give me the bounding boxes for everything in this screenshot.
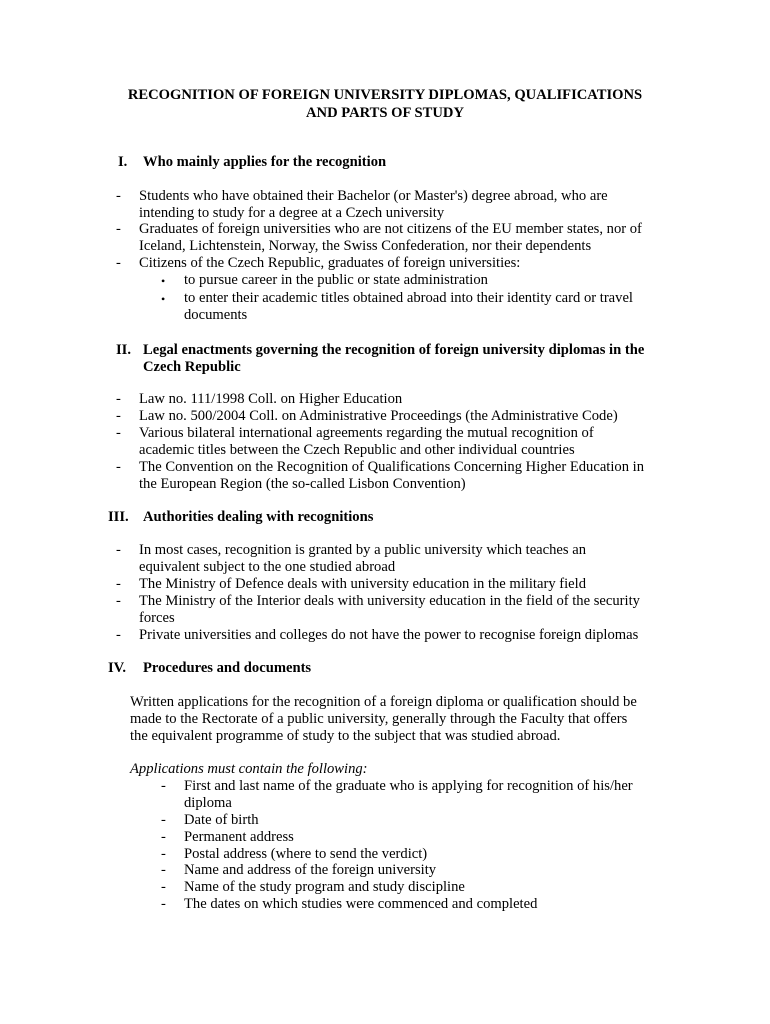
dash-marker: - [161, 862, 166, 878]
dash-marker: - [116, 627, 121, 643]
section-1-heading [118, 154, 718, 171]
s2-item2: Law no. 500/2004 Coll. on Administrative Proceedings (the Administrative Code) [139, 408, 618, 424]
dash-marker: - [116, 188, 121, 204]
section-2-title-line2: Czech Republic [143, 359, 241, 375]
s4-req5: Name and address of the foreign university [184, 862, 437, 878]
title-line-2: AND PARTS OF STUDY [305, 105, 464, 121]
s2-item3-line1: Various bilateral international agreements regarding the mutual recognition of [139, 425, 594, 441]
section-3-heading [108, 509, 708, 526]
s4-req4: Postal address (where to send the verdict) [184, 846, 428, 862]
dash-marker: - [161, 896, 166, 912]
dash-marker: - [116, 221, 121, 237]
s1-item1-line2: intending to study for a degree at a Czech university [139, 205, 445, 221]
s1-sub2-line2: documents [184, 307, 248, 323]
s1-item3: Citizens of the Czech Republic, graduates of foreign universities: [139, 255, 521, 271]
s2-item4-line1: The Convention on the Recognition of Qualifications Concerning Higher Education in [139, 459, 644, 475]
s1-item2-line1: Graduates of foreign universities who are not citizens of the EU member states, nor of [139, 221, 642, 237]
s4-para-line1: Written applications for the recognition of a foreign diploma or qualification should be [130, 694, 637, 710]
s3-item1-line2: equivalent subject to the one studied abroad [139, 559, 396, 575]
dash-marker: - [161, 879, 166, 895]
s3-item4: Private universities and colleges do not have the power to recognise foreign diplomas [139, 627, 639, 643]
dash-marker: - [116, 255, 121, 271]
s4-applications-label: Applications must contain the following: [130, 761, 368, 777]
dash-marker: - [116, 425, 121, 441]
section-2-number: II. [116, 342, 132, 358]
title-line-1: RECOGNITION OF FOREIGN UNIVERSITY DIPLOMAS, QUALIFICATIONS [127, 87, 643, 103]
dash-marker: - [161, 846, 166, 862]
bullet-marker: • [161, 292, 166, 306]
s2-item4-line2: the European Region (the so-called Lisbon Convention) [139, 476, 466, 492]
s4-req1-line2: diploma [184, 795, 232, 811]
section-3-number: III. [108, 509, 129, 525]
s3-item3-line1: The Ministry of the Interior deals with university education in the field of the security [139, 593, 640, 609]
s4-req2: Date of birth [184, 812, 259, 828]
dash-marker: - [116, 391, 121, 407]
section-1-title: Who mainly applies for the recognition [143, 154, 387, 170]
s3-item3-line2: forces [139, 610, 175, 626]
dash-marker: - [116, 459, 121, 475]
s2-item3-line2: academic titles between the Czech Republic and other individual countries [139, 442, 575, 458]
bullet-marker: • [161, 274, 166, 288]
dash-marker: - [116, 542, 121, 558]
dash-marker: - [116, 408, 121, 424]
section-2-title-line1: Legal enactments governing the recognition of foreign university diplomas in the [143, 342, 645, 358]
dash-marker: - [116, 593, 121, 609]
dash-marker: - [116, 576, 121, 592]
s3-item2: The Ministry of Defence deals with university education in the military field [139, 576, 587, 592]
section-4-number: IV. [108, 660, 126, 676]
dash-marker: - [161, 778, 166, 794]
s4-para-line3: the equivalent programme of study to the subject that was studied abroad. [130, 728, 561, 744]
s1-sub1: to pursue career in the public or state administration [184, 272, 488, 288]
section-4-title: Procedures and documents [143, 660, 312, 676]
section-4-heading [108, 660, 708, 677]
section-1-number: I. [118, 154, 128, 170]
s2-item1: Law no. 111/1998 Coll. on Higher Education [139, 391, 403, 407]
s3-item1-line1: In most cases, recognition is granted by a public university which teaches an [139, 542, 587, 558]
s1-item1-line1: Students who have obtained their Bachelor (or Master's) degree abroad, who are [139, 188, 608, 204]
s4-req1-line1: First and last name of the graduate who is applying for recognition of his/her [184, 778, 633, 794]
document-title [100, 86, 670, 122]
s1-sub2-line1: to enter their academic titles obtained abroad into their identity card or travel [184, 290, 633, 306]
section-3-title: Authorities dealing with recognitions [143, 509, 374, 525]
dash-marker: - [161, 829, 166, 845]
section-2-heading [116, 342, 716, 376]
s4-req3: Permanent address [184, 829, 294, 845]
s4-req6: Name of the study program and study discipline [184, 879, 465, 895]
s4-req7: The dates on which studies were commenced and completed [184, 896, 538, 912]
dash-marker: - [161, 812, 166, 828]
s4-para-line2: made to the Rectorate of a public university, generally through the Faculty that offers [130, 711, 628, 727]
s1-item2-line2: Iceland, Lichtenstein, Norway, the Swiss Confederation, nor their dependents [139, 238, 592, 254]
